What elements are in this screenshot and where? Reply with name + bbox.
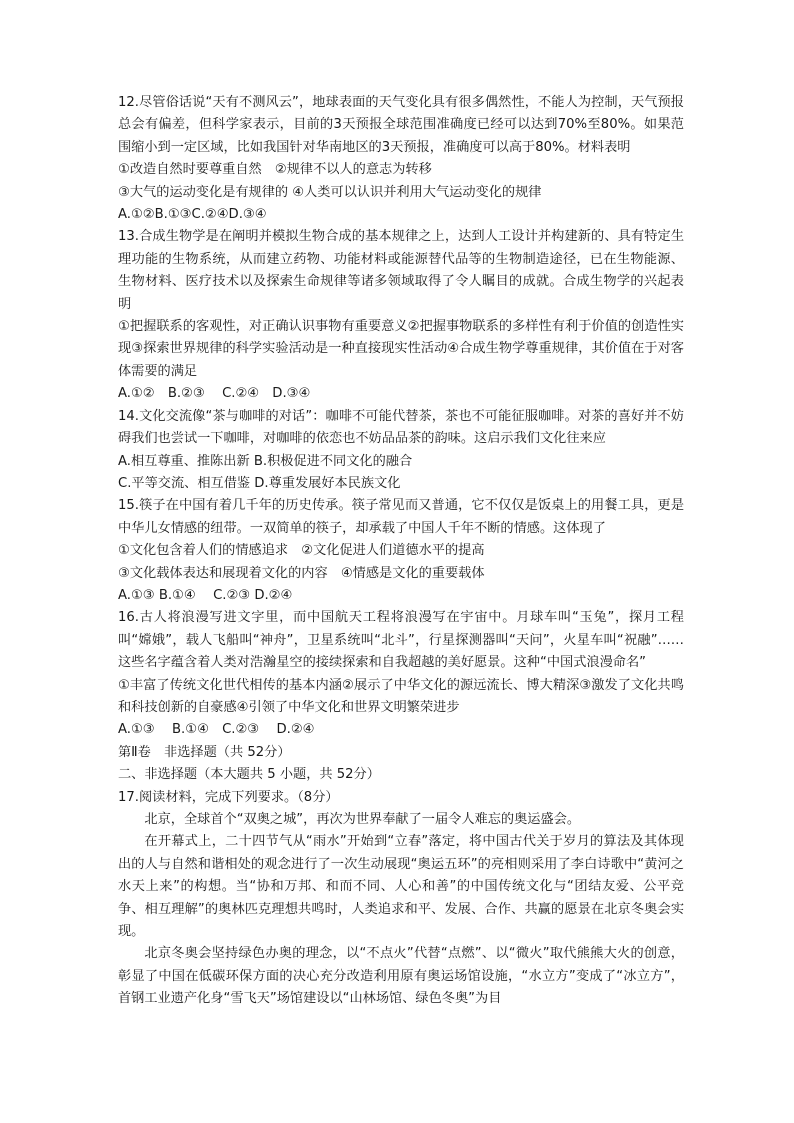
question-12 (118, 92, 684, 226)
question-13 (118, 226, 684, 405)
question-stem: 14.文化交流像“茶与咖啡的对话”：咖啡不可能代替茶，茶也不可能征服咖啡。对茶的喜好并不妨碍我们也尝试一下咖啡，对咖啡的依恋也不妨品品茶的韵味。这启示我们文化往来应 (118, 408, 684, 447)
question-stem: 17.阅读材料，完成下列要求。（8分） (118, 789, 339, 805)
statement: ①丰富了传统文化世代相传的基本内涵②展示了中华文化的源远流长、博大精深③激发了文化共鸣和科技创新的自豪感④引领了中华文化和世界文明繁荣进步 (118, 677, 684, 715)
statement: ①文化包含着人们的情感追求 ②文化促进人们道德水平的提高 (118, 543, 485, 559)
answer-options: A.①③ B.①④ C.②③ D.②④ (118, 722, 315, 738)
question-16 (118, 607, 684, 741)
answer-options: A.①② B.②③ C.②④ D.③④ (118, 386, 311, 402)
answer-options: A.相互尊重、推陈出新 B.积极促进不同文化的融合 (118, 453, 413, 469)
answer-options: C.平等交流、相互借鉴 D.尊重发展好本民族文化 (118, 475, 401, 491)
part-heading: 第Ⅱ卷 非选择题（共 52分） (118, 744, 291, 760)
question-stem: 12.尽管俗话说“天有不测风云”，地球表面的天气变化具有很多偶然性，不能人为控制，天气预报总会有偏差，但科学家表示，目前的3天预报全球范围准确度已经可以达到70%至80%。如果范围缩小到一定区域，比如我国针对华南地区的3天预报，准确度可以高于80%。材料表明 (118, 95, 684, 155)
material-paragraph: 在开幕式上，二十四节气从“雨水”开始到“立春”落定，将中国古代关于岁月的算法及其体现出的人与自然和谐相处的观念进行了一次生动展现“奥运五环”的亮相则采用了李白诗歌中“黄河之水天上来”的构想。当“协和万邦、和而不同、人心和善”的中国传统文化与“团结友爱、公平竞争、相互理解”的奥林匹克理想共鸣时，人类追求和平、发展、合作、共赢的愿景在北京冬奥会实现。 (118, 834, 684, 940)
question-17 (118, 787, 684, 1011)
question-stem: 16.古人将浪漫写进文字里，而中国航天工程将浪漫写在宇宙中。月球车叫“玉兔”，探月工程叫“嫦娥”，载人飞船叫“神舟”，卫星系统叫“北斗”，行星探测器叫“天问”，火星车叫“祝融”……这些名字蕴含着人类对浩瀚星空的接续探索和自我超越的美好愿景。这种“中国式浪漫命名” (118, 610, 684, 671)
question-15 (118, 495, 684, 607)
answer-options: A.①③ B.①④ C.②③ D.②④ (118, 587, 293, 603)
section-heading: 二、非选择题（本大题共 5 小题，共 52分） (118, 767, 380, 783)
answer-options: A.①②B.①③C.②④D.③④ (118, 207, 267, 223)
statement: ①把握联系的客观性，对正确认识事物有重要意义②把握事物联系的多样性有利于价值的创造性实现③探索世界规律的科学实验活动是一种直接现实性活动④合成生物学尊重规律，其价值在于对客体需要的满足 (118, 319, 684, 379)
exam-page (118, 92, 684, 1011)
statement: ③大气的运动变化是有规律的 ④人类可以认识并利用大气运动变化的规律 (118, 184, 542, 200)
question-14 (118, 406, 684, 496)
question-stem: 15.筷子在中国有着几千年的历史传承。筷子常见而又普通，它不仅仅是饭桌上的用餐工具，更是中华儿女情感的纽带。一双简单的筷子，却承载了中国人千年不断的情感。这体现了 (118, 498, 684, 536)
question-stem: 13.合成生物学是在阐明并模拟生物合成的基本规律之上，达到人工设计并构建新的、具有特定生理功能的生物系统，从而建立药物、功能材料或能源替代品等的生物制造途径，已在生物能源、生物材料、医疗技术以及探索生命规律等诸多领域取得了令人瞩目的成就。合成生物学的兴起表明 (118, 229, 684, 312)
statement: ①改造自然时要尊重自然 ②规律不以人的意志为转移 (118, 162, 432, 178)
material-paragraph: 北京冬奥会坚持绿色办奥的理念，以“不点火”代替“点燃”、以“微火”取代熊熊大火的创意，彰显了中国在低碳环保方面的决心充分改造利用原有奥运场馆设施，“水立方”变成了“冰立方”，首钢工业遗产化身“雪飞天”场馆建设以“山林场馆、绿色冬奥”为目 (118, 946, 684, 1007)
material-paragraph: 北京，全球首个“双奥之城”，再次为世界奉献了一届令人难忘的奥运盛会。 (144, 812, 581, 827)
statement: ③文化载体表达和展现着文化的内容 ④情感是文化的重要载体 (118, 565, 485, 581)
